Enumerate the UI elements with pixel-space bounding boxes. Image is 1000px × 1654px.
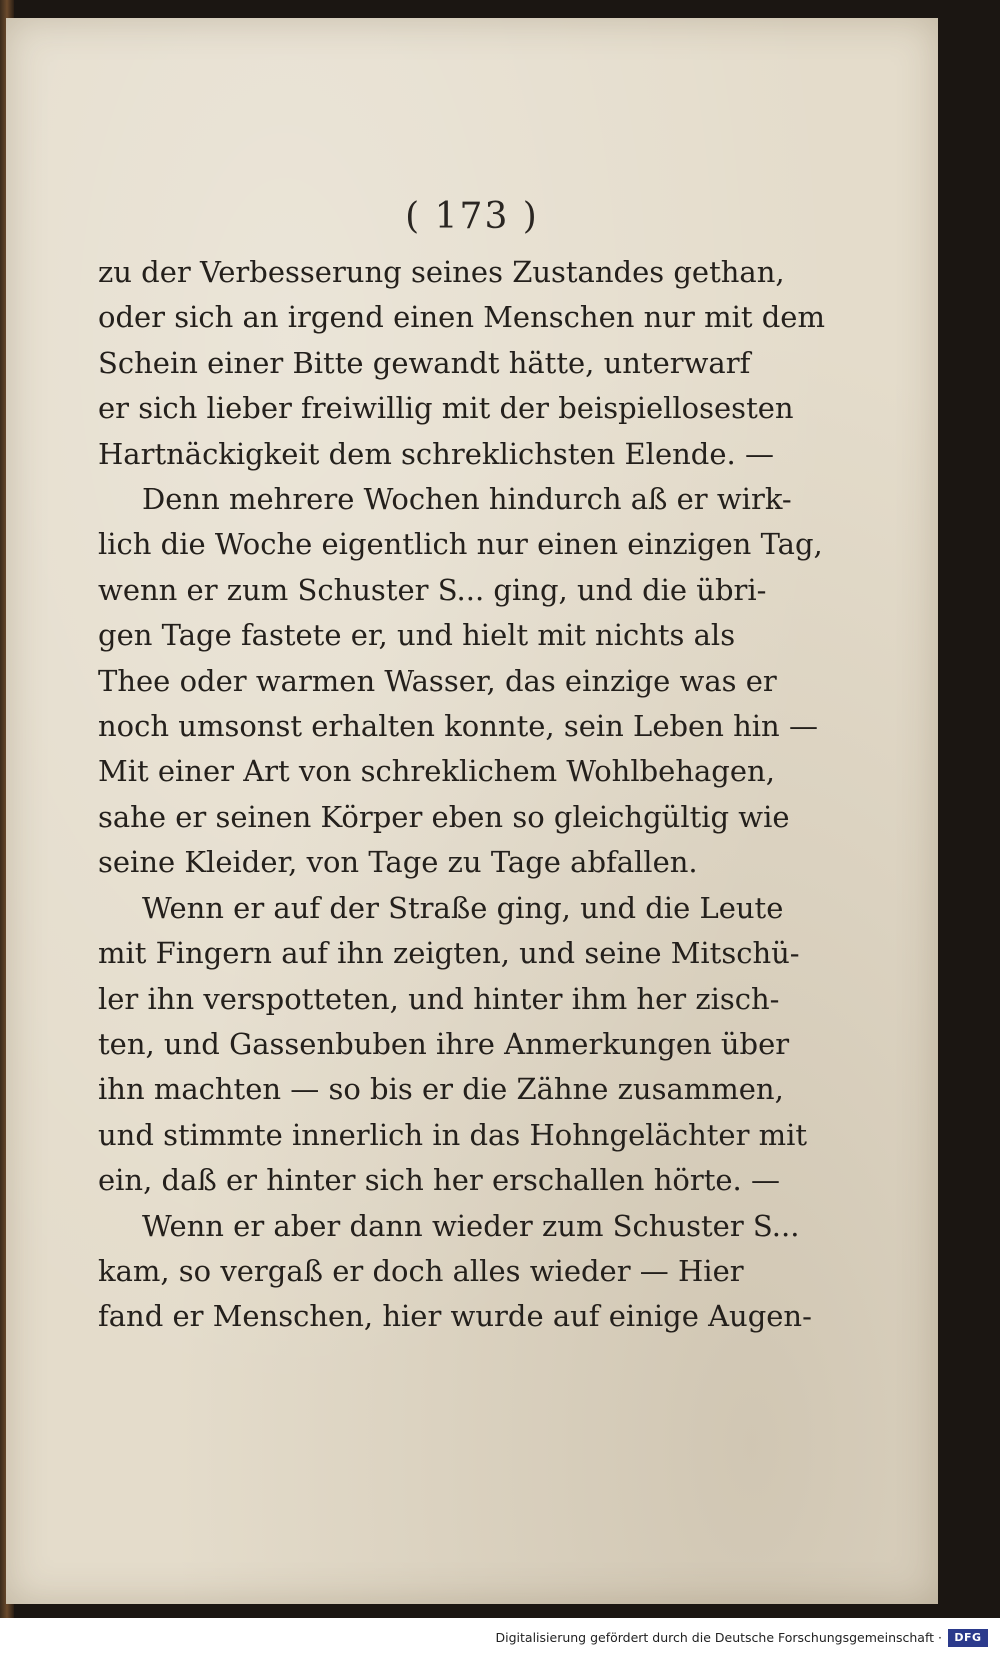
text-line: kam, so vergaß er doch alles wieder — Hier [98,1253,744,1288]
footer-bar [0,1618,1000,1654]
text-line: Wenn er auf der Straße ging, und die Leute [142,890,784,925]
text-line: zu der Verbesserung seines Zustandes gethan, [98,255,785,289]
text-line: ihn machten — so bis er die Zähne zusammen, [98,1072,784,1107]
text-line: seine Kleider, von Tage zu Tage abfallen. [98,845,698,880]
text-line: und stimmte innerlich in das Hohngelächter mit [98,1117,808,1152]
text-line: Hartnäckigkeit dem schreklichsten Elende. — [98,436,774,471]
page-number-header: ( 173 ) [405,196,539,237]
text-line: sahe er seinen Körper eben so gleichgültig wie [98,799,790,834]
text-line: noch umsonst erhalten konnte, sein Leben hin — [98,709,818,744]
text-line: ler ihn verspotteten, und hinter ihm her zisch- [98,981,780,1016]
dfg-logo: DFG [948,1629,988,1647]
text-line: gen Tage fastete er, und hielt mit nichts als [98,618,736,653]
text-line: er sich lieber freiwillig mit der beispiellosesten [98,391,794,426]
text-line: Wenn er aber dann wieder zum Schuster S... [142,1208,800,1243]
body-text [98,250,825,1340]
text-line: fand er Menschen, hier wurde auf einige Augen- [98,1299,812,1334]
text-line: mit Fingern auf ihn zeigten, und seine Mitschü- [98,936,800,971]
text-line: ten, und Gassenbuben ihre Anmerkungen über [98,1026,790,1061]
text-line: lich die Woche eigentlich nur einen einzigen Tag, [98,527,823,562]
funding-credit: Digitalisierung gefördert durch die Deutsche Forschungsgemeinschaft · [495,1630,942,1645]
text-line: wenn er zum Schuster S... ging, und die übri- [98,572,767,607]
text-line: Thee oder warmen Wasser, das einzige was er [98,663,777,698]
text-line: Schein einer Bitte gewandt hätte, unterwarf [98,345,751,380]
text-line: oder sich an irgend einen Menschen nur mit dem [98,300,825,335]
text-line: Denn mehrere Wochen hindurch aß er wirk- [142,482,792,517]
book-page [6,18,938,1604]
text-line: Mit einer Art von schreklichem Wohlbehagen, [98,754,775,789]
text-line: ein, daß er hinter sich her erschallen hörte. — [98,1163,780,1198]
